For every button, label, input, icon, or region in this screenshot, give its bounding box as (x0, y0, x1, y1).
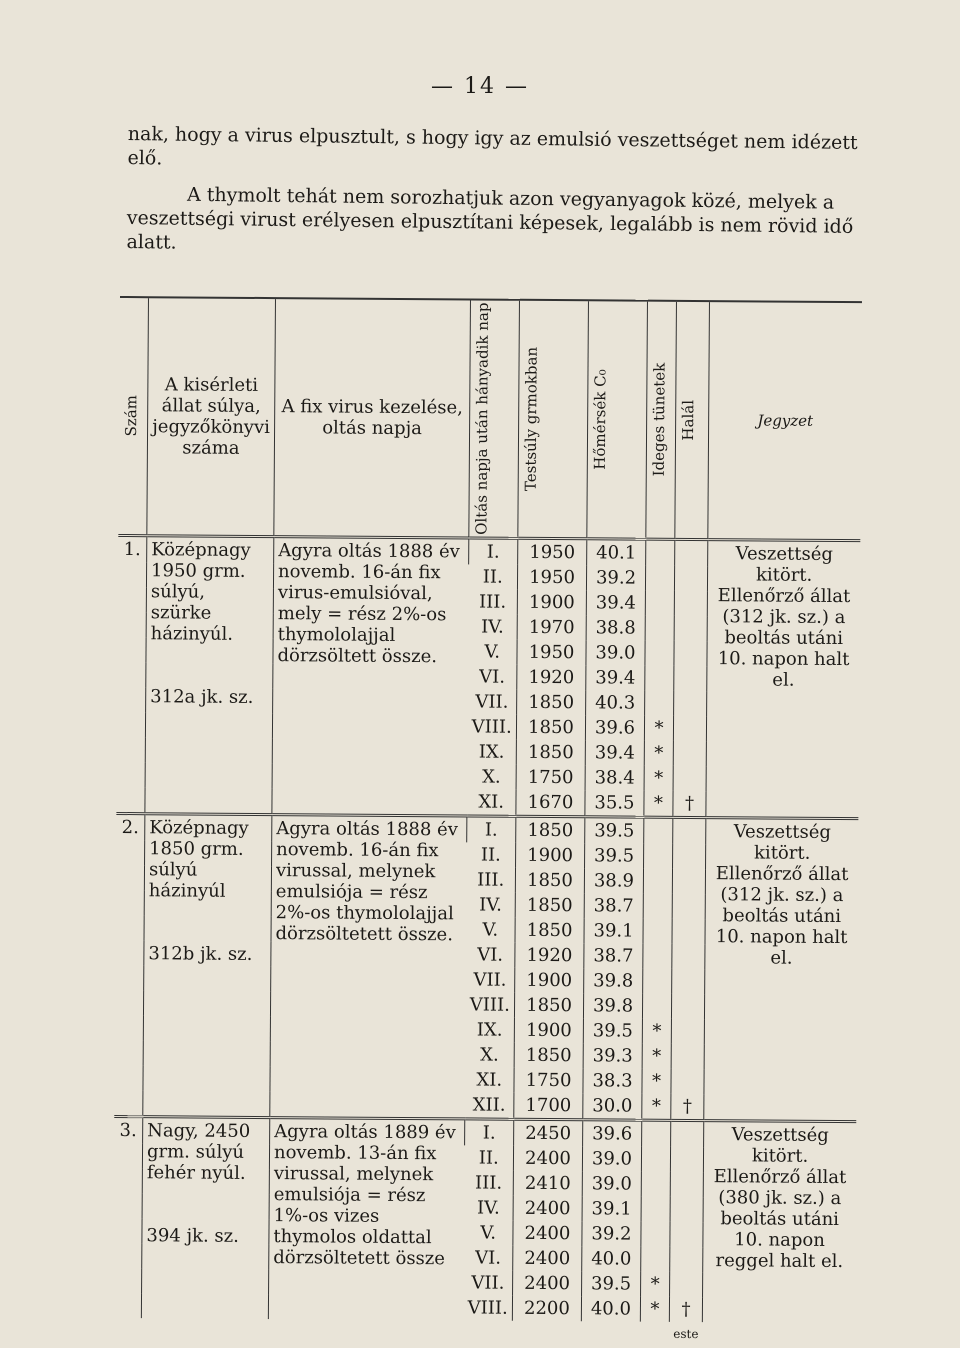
nervous-symptom (645, 591, 674, 616)
header-kezeles: A fix virus kezelése, oltás napja (274, 298, 471, 538)
death-mark (670, 1197, 703, 1222)
nervous-symptom: * (644, 741, 673, 766)
header-homersek: Hőmérsék C₀ (587, 300, 648, 539)
day-number: VII. (466, 968, 515, 993)
day-number: VI. (466, 943, 515, 968)
death-mark (670, 1147, 703, 1172)
temperature: 38.9 (584, 869, 643, 894)
death-mark (673, 844, 706, 869)
temperature: 39.1 (584, 919, 643, 944)
virus-treatment: Agyra oltás 1888 év novemb. 16-án fix virussal, melynek emulsiója = rész 2%-os thymololajjal dörzsöltetett össze. (270, 815, 467, 1118)
death-mark (674, 591, 707, 616)
body-weight: 1950 (518, 539, 587, 566)
nervous-symptom (641, 1172, 670, 1197)
header-jegyzet: Jegyzet (708, 301, 862, 541)
page-number: — 14 — (431, 74, 529, 99)
table-row (114, 1117, 856, 1149)
temperature: 39.5 (585, 817, 644, 844)
body-weight: 1670 (516, 790, 585, 815)
death-mark (673, 741, 706, 766)
nervous-symptom (645, 641, 674, 666)
temperature: 39.4 (586, 591, 645, 616)
body-weight: 2400 (513, 1246, 582, 1271)
nervous-symptom (645, 616, 674, 641)
note: Veszettség kitört. Ellenőrző állat (312 jk. sz.) a beoltás utáni 10. napon halt el. (706, 540, 860, 818)
day-number: XI. (467, 790, 516, 815)
body-weight: 1750 (516, 765, 585, 790)
table-body (113, 536, 861, 1348)
nervous-symptom: * (641, 1272, 670, 1297)
day-number: VIII. (465, 993, 514, 1018)
temperature: 38.7 (584, 894, 643, 919)
day-number: VII. (468, 690, 517, 715)
animal-description: Nagy, 2450 grm. súlyú fehér nyúl. 394 jk. sz. (141, 1117, 269, 1319)
nervous-symptom (641, 1147, 670, 1172)
nervous-symptom (645, 566, 674, 591)
intro-text (126, 122, 868, 263)
temperature: 40.3 (586, 691, 645, 716)
day-number: V. (466, 918, 515, 943)
nervous-symptom (643, 919, 672, 944)
temperature: 39.6 (585, 716, 644, 741)
body-weight: 2400 (513, 1271, 582, 1296)
death-mark (674, 566, 707, 591)
temperature: 39.2 (582, 1222, 641, 1247)
body-weight: 1970 (517, 615, 586, 640)
day-number: VI. (464, 1246, 513, 1271)
temperature: 30.0 (583, 1094, 642, 1119)
temperature: 39.1 (582, 1197, 641, 1222)
intro-paragraph-2: A thymolt tehát nem sorozhatjuk azon vegyanyagok közé, melyek a veszettségi virust erélyesen elpusztítani képesek, legalább is nem rövid idő alatt. (126, 183, 854, 254)
nervous-symptom: * (640, 1297, 669, 1322)
temperature: 40.0 (582, 1247, 641, 1272)
body-weight: 1950 (517, 565, 586, 590)
nervous-symptom (643, 969, 672, 994)
intro-paragraph-1: nak, hogy a virus elpusztult, s hogy igy az emulsió veszettséget nem idézett elő. (127, 122, 858, 170)
temperature: 39.4 (586, 666, 645, 691)
day-number: III. (468, 590, 517, 615)
death-mark (670, 1272, 703, 1297)
temperature: 39.2 (586, 566, 645, 591)
temperature: 39.4 (585, 741, 644, 766)
body-weight: 2400 (513, 1221, 582, 1246)
body-weight: 1850 (514, 993, 583, 1018)
death-mark (671, 1069, 704, 1094)
death-mark: † (671, 1094, 704, 1119)
nervous-symptom (643, 894, 672, 919)
day-number: X. (467, 765, 516, 790)
body-weight: 1750 (514, 1068, 583, 1093)
death-mark (672, 944, 705, 969)
day-number: VII. (464, 1271, 513, 1296)
body-weight: 1920 (517, 665, 586, 690)
death-mark (675, 540, 708, 567)
body-weight: 1700 (514, 1093, 583, 1118)
header-oltas-nap: Oltás napja után hányadik nap (469, 299, 520, 538)
body-weight: 1900 (515, 968, 584, 993)
note: Veszettség kitört. Ellenőrző állat (312 jk. sz.) a beoltás utáni 10. napon halt el. (704, 818, 858, 1121)
temperature: 38.7 (584, 944, 643, 969)
header-halal: Halál (675, 301, 710, 540)
death-mark: † (673, 791, 706, 816)
temperature: 39.5 (585, 844, 644, 869)
temperature: 38.3 (583, 1069, 642, 1094)
body-weight: 1850 (515, 868, 584, 893)
body-weight: 1850 (516, 740, 585, 765)
body-weight: 1900 (514, 1018, 583, 1043)
death-mark (672, 919, 705, 944)
body-weight: 1850 (515, 918, 584, 943)
temperature: 38.4 (585, 766, 644, 791)
day-number: VI. (468, 665, 517, 690)
temperature: 39.5 (582, 1272, 641, 1297)
day-number: IX. (467, 740, 516, 765)
footnote-row (113, 1318, 855, 1348)
body-weight: 2400 (513, 1196, 582, 1221)
death-mark (670, 1247, 703, 1272)
body-weight: 2200 (512, 1296, 581, 1321)
day-number: IV. (464, 1196, 513, 1221)
death-mark (672, 869, 705, 894)
temperature: 39.0 (582, 1147, 641, 1172)
nervous-symptom: * (642, 1044, 671, 1069)
death-mark (673, 766, 706, 791)
nervous-symptom (641, 1222, 670, 1247)
temperature: 40.1 (587, 539, 646, 566)
nervous-symptom: * (642, 1094, 671, 1119)
animal-description: Középnagy 1850 grm. súlyú házinyúl 312b jk. sz. (143, 814, 272, 1116)
day-number: XII. (465, 1093, 514, 1118)
death-mark (672, 894, 705, 919)
virus-treatment: Agyra oltás 1889 év novemb. 13-án fix virussal, melynek emulsiója = rész 1%-os vizes thymolos oldattal dörzsöltetett össze (268, 1118, 464, 1321)
group-number: 3. (119, 1120, 137, 1142)
nervous-symptom: * (644, 766, 673, 791)
nervous-symptom (643, 944, 672, 969)
temperature: 39.5 (583, 1019, 642, 1044)
death-mark: † (669, 1297, 702, 1322)
death-mark (674, 666, 707, 691)
death-mark (672, 969, 705, 994)
death-mark (673, 818, 706, 845)
day-number: I. (469, 538, 518, 565)
temperature: 39.3 (583, 1044, 642, 1069)
nervous-symptom (646, 539, 675, 566)
nervous-symptom: * (644, 791, 673, 816)
body-weight: 2450 (514, 1120, 583, 1147)
day-number: IV. (468, 615, 517, 640)
body-weight: 1900 (516, 843, 585, 868)
temperature: 39.0 (586, 641, 645, 666)
table-row (118, 536, 860, 568)
table-header-row (118, 297, 862, 541)
day-number: II. (467, 843, 516, 868)
virus-treatment: Agyra oltás 1888 év novemb. 16-án fix virus-emulsióval, mely = rész 2%-os thymololajjal dörzsöltett össze. (272, 537, 469, 815)
death-mark (673, 716, 706, 741)
nervous-symptom (641, 1197, 670, 1222)
temperature: 35.5 (585, 791, 644, 816)
body-weight: 2400 (513, 1146, 582, 1171)
nervous-symptom (645, 691, 674, 716)
day-number: VIII. (467, 715, 516, 740)
nervous-symptom (641, 1247, 670, 1272)
nervous-symptom (642, 994, 671, 1019)
nervous-symptom (642, 1120, 671, 1147)
body-weight: 1850 (517, 690, 586, 715)
temperature: 40.0 (581, 1297, 640, 1322)
day-number: I. (465, 1119, 514, 1146)
experiment-table (113, 296, 862, 1348)
table-row (116, 814, 858, 846)
day-number: III. (466, 868, 515, 893)
group-number: 2. (121, 817, 139, 839)
death-mark (671, 994, 704, 1019)
body-weight: 1850 (515, 893, 584, 918)
animal-description: Középnagy 1950 grm. súlyú, szürke házinyúl. 312a jk. sz. (145, 536, 274, 813)
death-mark (671, 1019, 704, 1044)
body-weight: 2410 (513, 1171, 582, 1196)
nervous-symptom (644, 844, 673, 869)
day-number: VIII. (463, 1296, 512, 1321)
nervous-symptom (643, 869, 672, 894)
day-number: III. (464, 1171, 513, 1196)
temperature: 39.0 (582, 1172, 641, 1197)
death-mark (674, 616, 707, 641)
day-number: XI. (465, 1068, 514, 1093)
nervous-symptom: * (642, 1069, 671, 1094)
day-number: IX. (465, 1018, 514, 1043)
temperature: 39.8 (583, 994, 642, 1019)
body-weight: 1900 (517, 590, 586, 615)
body-weight: 1850 (516, 817, 585, 844)
day-number: IV. (466, 893, 515, 918)
temperature: 39.8 (584, 969, 643, 994)
footnote-text: este (673, 1327, 699, 1342)
header-allat: A kisérleti állat súlya, jegyzőkönyvi száma (147, 297, 276, 537)
death-mark (674, 641, 707, 666)
day-number: X. (465, 1043, 514, 1068)
day-number: I. (467, 816, 516, 843)
death-mark (670, 1172, 703, 1197)
day-number: V. (468, 640, 517, 665)
header-ideges: Ideges tünetek (646, 301, 677, 540)
group-number: 1. (123, 539, 141, 561)
header-testsuly: Testsúly grmokban (518, 300, 589, 539)
nervous-symptom (644, 817, 673, 844)
temperature: 38.8 (586, 616, 645, 641)
death-mark (671, 1121, 704, 1148)
nervous-symptom (645, 666, 674, 691)
death-mark (670, 1222, 703, 1247)
death-mark (671, 1044, 704, 1069)
nervous-symptom: * (642, 1019, 671, 1044)
day-number: V. (464, 1221, 513, 1246)
day-number: II. (464, 1146, 513, 1171)
nervous-symptom: * (644, 716, 673, 741)
day-number: II. (468, 565, 517, 590)
death-mark (674, 691, 707, 716)
body-weight: 1850 (514, 1043, 583, 1068)
note: Veszettség kitört. Ellenőrző állat (380 jk. sz.) a beoltás utáni 10. napon reggel halt el. (703, 1121, 857, 1324)
body-weight: 1850 (516, 715, 585, 740)
body-weight: 1950 (517, 640, 586, 665)
temperature: 39.6 (583, 1120, 642, 1147)
body-weight: 1920 (515, 943, 584, 968)
header-szam: Szám (118, 297, 148, 536)
